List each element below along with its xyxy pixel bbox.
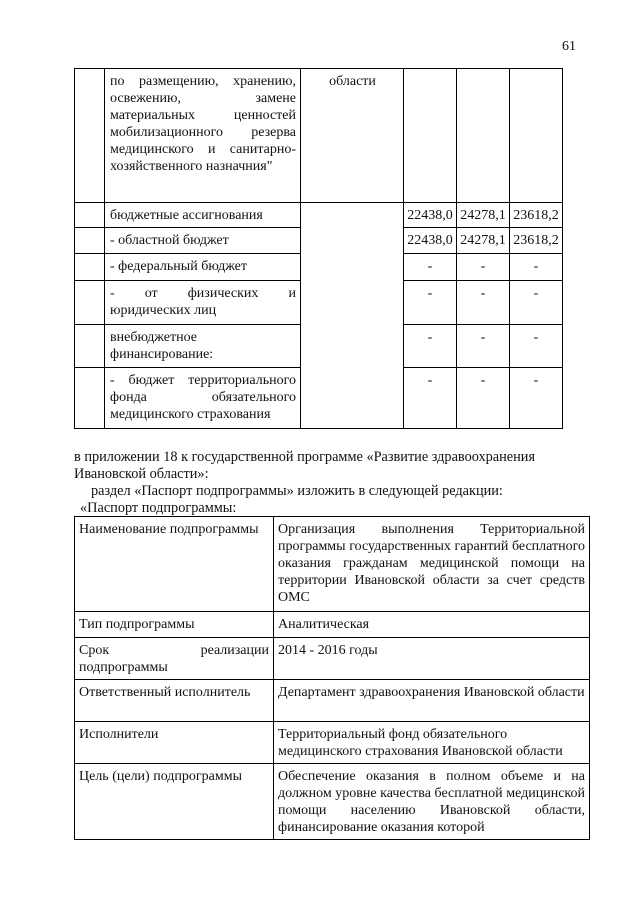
value-2015: -: [457, 368, 510, 429]
passport-key: Исполнители: [75, 722, 274, 764]
passport-heading: «Паспорт подпрограммы:: [80, 500, 237, 516]
passport-value: Организация выполнения Территориальной программы государственных гарантий бесплатного оказания гражданам медицинской помощи на территории Ивановской области за счет средств ОМС: [274, 517, 590, 612]
value-2015: 24278,1: [457, 228, 510, 254]
funding-label: - бюджет территориального фонда обязательного медицинского страхования: [105, 368, 301, 429]
passport-value: Департамент здравоохранения Ивановской области: [274, 680, 590, 722]
passport-value: 2014 - 2016 годы: [274, 638, 590, 680]
budget-table: [74, 68, 563, 429]
funding-label: - областной бюджет: [105, 228, 301, 254]
source-cell: области: [301, 69, 404, 203]
table-row: [75, 203, 563, 228]
passport-value: Обеспечение оказания в полном объеме и на должном уровне качества бесплатной медицинской помощи населению Ивановской области, финансирование оказания которой: [274, 764, 590, 840]
number-cell: [75, 69, 105, 203]
funding-label: - федеральный бюджет: [105, 254, 301, 281]
table-row: [75, 722, 590, 764]
passport-key: Наименование подпрограммы: [75, 517, 274, 612]
value-2015: 24278,1: [457, 203, 510, 228]
passport-table: [74, 516, 590, 840]
passport-value: Территориальный фонд обязательного медицинского страхования Ивановской области: [274, 722, 590, 764]
value-2014: -: [404, 325, 457, 368]
passport-value: Аналитическая: [274, 612, 590, 638]
table-row: [75, 764, 590, 840]
page-number: 61: [562, 39, 576, 54]
value-2016: 23618,2: [510, 203, 563, 228]
section-instruction: раздел «Паспорт подпрограммы» изложить в следующей редакции:: [91, 483, 503, 499]
value-2016: -: [510, 281, 563, 325]
value-2014: -: [404, 254, 457, 281]
passport-key: Срок реализации подпрограммы: [75, 638, 274, 680]
value-2014: -: [404, 281, 457, 325]
value-2014: 22438,0: [404, 228, 457, 254]
table-row: [75, 638, 590, 680]
table-row: [75, 680, 590, 722]
value-2016: -: [510, 325, 563, 368]
funding-label: бюджетные ассигнования: [105, 203, 301, 228]
passport-key: Цель (цели) подпрограммы: [75, 764, 274, 840]
passport-key: Ответственный исполнитель: [75, 680, 274, 722]
table-row: [75, 69, 563, 203]
value-2016: -: [510, 368, 563, 429]
activity-name-cell: по размещению, хранению, освежению, замене материальных ценностей мобилизационного резерва медицинского и санитарно-хозяйственного назначния": [105, 69, 301, 203]
table-row: [75, 517, 590, 612]
value-2014: -: [404, 368, 457, 429]
value-2015: -: [457, 325, 510, 368]
amendment-text: в приложении 18 к государственной программе «Развитие здравоохранения Ивановской области»:: [74, 449, 536, 482]
value-2015: -: [457, 281, 510, 325]
funding-label: - от физических и юридических лиц: [105, 281, 301, 325]
value-2016: -: [510, 254, 563, 281]
source-merged-cell: [301, 203, 404, 429]
passport-key: Тип подпрограммы: [75, 612, 274, 638]
value-2014: 22438,0: [404, 203, 457, 228]
table-row: [75, 612, 590, 638]
value-2015: -: [457, 254, 510, 281]
value-2016: 23618,2: [510, 228, 563, 254]
funding-label: внебюджетное финансирование:: [105, 325, 301, 368]
